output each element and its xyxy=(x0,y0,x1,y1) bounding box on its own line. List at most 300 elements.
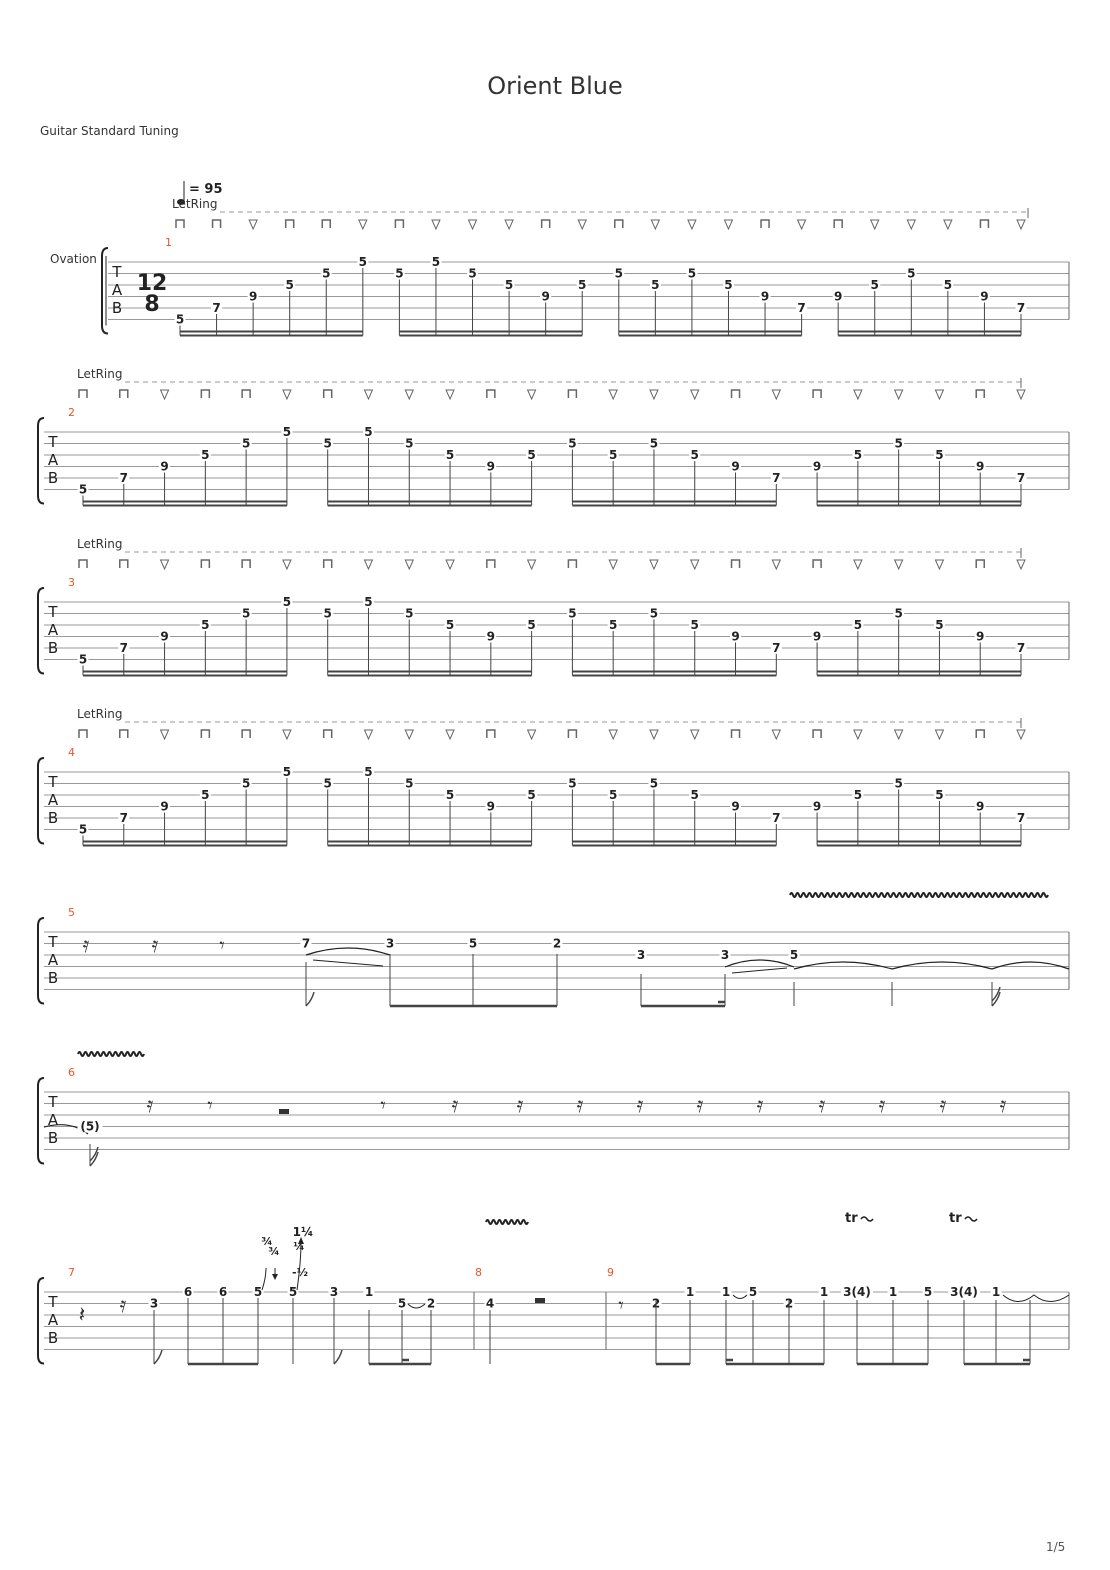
fret-number: 7 xyxy=(797,301,806,315)
tab-clef-t: T xyxy=(48,603,58,621)
up-stroke-mark xyxy=(650,730,658,739)
fret-number: 5 xyxy=(241,436,251,451)
fret-number: 5 xyxy=(468,266,477,281)
fret-number: 3 xyxy=(720,948,730,962)
tab-clef-a: A xyxy=(47,791,59,809)
fret-number: 5 xyxy=(201,788,210,802)
fret-number: 9 xyxy=(160,629,169,644)
bar-number: 5 xyxy=(68,906,75,919)
up-stroke-mark xyxy=(944,220,952,229)
system-bracket xyxy=(38,1278,44,1364)
sixteenth-rest: 𝄿 xyxy=(636,1093,644,1118)
slide-line xyxy=(732,968,787,973)
sixteenth-rest: 𝄿 xyxy=(696,1093,704,1118)
fret-number: 5 xyxy=(405,606,414,621)
fret-number: 5 xyxy=(789,948,799,962)
eighth-rest: 𝄾 xyxy=(380,1093,386,1117)
fret-number: 5 xyxy=(78,482,88,497)
up-stroke-mark xyxy=(405,730,413,739)
down-stroke-mark xyxy=(834,220,842,228)
system-bracket xyxy=(38,1078,44,1164)
fret-number: 5 xyxy=(175,312,185,327)
fret-number: 7 xyxy=(119,641,128,655)
up-stroke-mark xyxy=(609,730,617,739)
tab-clef-a: A xyxy=(47,951,59,969)
flag xyxy=(306,992,314,1006)
down-stroke-mark xyxy=(120,560,128,568)
up-stroke-mark xyxy=(854,390,862,399)
fret-number: 9 xyxy=(812,799,822,814)
up-stroke-mark xyxy=(688,220,696,229)
down-stroke-mark xyxy=(615,220,623,228)
fret-number: 5 xyxy=(894,436,903,451)
up-stroke-mark xyxy=(446,730,454,739)
fret-number: 5 xyxy=(323,776,332,791)
fret-number: 5 xyxy=(322,266,331,281)
fret-number: 5 xyxy=(923,1285,933,1299)
down-stroke-mark xyxy=(487,390,495,398)
sixteenth-rest: 𝄿 xyxy=(82,933,90,958)
tab-clef-b: B xyxy=(111,299,123,317)
bar-number: 8 xyxy=(475,1266,482,1279)
tab-clef-a: A xyxy=(47,1311,59,1329)
fret-number: 2 xyxy=(426,1296,436,1311)
fret-number: 1 xyxy=(721,1285,731,1299)
fret-number: 5 xyxy=(935,448,944,462)
down-stroke-mark xyxy=(286,220,294,228)
fret-number: 5 xyxy=(445,788,455,802)
down-stroke-mark xyxy=(324,730,332,738)
fret-number: 1 xyxy=(991,1285,1001,1299)
tab-clef-b: B xyxy=(47,639,59,657)
fret-number: 9 xyxy=(833,289,843,304)
fret-number: 9 xyxy=(486,629,496,644)
bend-amount: ¾ xyxy=(261,1235,273,1248)
tie xyxy=(306,948,390,955)
tab-staff xyxy=(38,418,1069,506)
let-ring xyxy=(172,197,1028,229)
fret-number: 3 xyxy=(149,1296,159,1311)
up-stroke-mark xyxy=(895,730,903,739)
fret-number: 5 xyxy=(935,618,944,632)
bar-number: 6 xyxy=(68,1066,75,1079)
bar-number: 4 xyxy=(68,746,75,759)
bend-arrow xyxy=(262,1268,266,1290)
down-stroke-mark xyxy=(79,730,87,738)
fret-number: 9 xyxy=(160,799,169,814)
tab-staff xyxy=(38,1225,1069,1364)
up-stroke-mark xyxy=(364,560,372,569)
tie xyxy=(794,962,892,969)
fret-number: 5 xyxy=(201,618,210,632)
fret-number: 9 xyxy=(812,459,822,474)
let-ring-label: LetRing xyxy=(77,707,123,721)
tab-clef-b: B xyxy=(47,1129,59,1147)
bend-amount: -½ xyxy=(292,1266,308,1279)
down-stroke-mark xyxy=(813,560,821,568)
let-ring xyxy=(77,707,1025,739)
tab-staff xyxy=(38,918,1069,1006)
down-stroke-mark xyxy=(487,560,495,568)
tab-clef-t: T xyxy=(48,433,58,451)
up-stroke-mark xyxy=(895,390,903,399)
flag xyxy=(154,1350,162,1364)
up-stroke-mark xyxy=(249,220,257,229)
tuning-label: Guitar Standard Tuning xyxy=(40,124,179,138)
fret-number: 5 xyxy=(690,618,699,632)
sixteenth-rest: 𝄿 xyxy=(146,1093,154,1118)
down-stroke-mark xyxy=(976,390,984,398)
fret-number: 1 xyxy=(888,1285,898,1299)
fret-number: 9 xyxy=(976,629,985,644)
fret-number: 5 xyxy=(748,1285,758,1299)
fret-number: 9 xyxy=(486,459,496,474)
fret-number: 5 xyxy=(870,278,879,292)
sixteenth-rest: 𝄿 xyxy=(151,933,159,958)
fret-number: 5 xyxy=(468,936,478,951)
tab-clef-a: A xyxy=(47,1111,59,1129)
fret-number: 5 xyxy=(323,436,332,451)
trill-mark: tr xyxy=(845,1211,858,1226)
up-stroke-mark xyxy=(724,220,732,229)
fret-number: 5 xyxy=(241,776,251,791)
fret-number: 2 xyxy=(784,1296,794,1311)
down-stroke-mark xyxy=(732,560,740,568)
sixteenth-rest: 𝄿 xyxy=(119,1293,127,1318)
slide-line xyxy=(313,960,383,966)
up-stroke-mark xyxy=(798,220,806,229)
up-stroke-mark xyxy=(772,560,780,569)
let-ring xyxy=(77,367,1025,399)
down-stroke-mark xyxy=(120,730,128,738)
down-stroke-mark xyxy=(324,390,332,398)
fret-number: 1 xyxy=(685,1285,695,1299)
sixteenth-rest: 𝄿 xyxy=(576,1093,584,1118)
fret-number: 5 xyxy=(364,425,373,439)
down-stroke-mark xyxy=(976,730,984,738)
sixteenth-rest: 𝄿 xyxy=(939,1093,947,1118)
tie xyxy=(992,962,1069,969)
trill-wave xyxy=(861,1217,873,1221)
fret-number: 5 xyxy=(853,788,863,802)
down-stroke-mark xyxy=(176,220,184,228)
up-stroke-mark xyxy=(691,560,699,569)
bend-amount: ¾ xyxy=(268,1245,280,1258)
up-stroke-mark xyxy=(1017,390,1025,399)
fret-number: 6 xyxy=(183,1285,193,1299)
up-stroke-mark xyxy=(161,730,169,739)
down-stroke-mark xyxy=(976,560,984,568)
up-stroke-mark xyxy=(446,560,454,569)
fret-number: 5 xyxy=(397,1296,407,1311)
down-stroke-mark xyxy=(732,390,740,398)
fret-number: 5 xyxy=(364,765,373,779)
fret-number: 3 xyxy=(385,936,395,951)
fret-number: 5 xyxy=(894,776,903,791)
up-stroke-mark xyxy=(935,390,943,399)
fret-number: 7 xyxy=(772,811,781,825)
sixteenth-rest: 𝄿 xyxy=(818,1093,826,1118)
fret-number: 7 xyxy=(1016,301,1026,315)
fret-number: 5 xyxy=(201,448,210,462)
fret-number: 9 xyxy=(812,629,822,644)
fret-number: 5 xyxy=(241,606,251,621)
system-bracket xyxy=(38,588,44,674)
fret-number: 5 xyxy=(358,255,368,269)
fret-number: 7 xyxy=(119,471,128,485)
sixteenth-rest: 𝄿 xyxy=(756,1093,764,1118)
down-stroke-mark xyxy=(242,390,250,398)
fret-number: 9 xyxy=(731,799,740,814)
up-stroke-mark xyxy=(528,730,536,739)
fret-number: 9 xyxy=(248,289,258,304)
tab-clef-t: T xyxy=(48,933,58,951)
fret-number: (5) xyxy=(80,1119,100,1134)
fret-number: 7 xyxy=(1016,641,1026,655)
fret-number: 5 xyxy=(608,618,618,632)
sixteenth-rest: 𝄿 xyxy=(516,1093,524,1118)
up-stroke-mark xyxy=(650,390,658,399)
up-stroke-mark xyxy=(772,730,780,739)
down-stroke-mark xyxy=(568,560,576,568)
up-stroke-mark xyxy=(854,730,862,739)
tie xyxy=(725,960,794,967)
up-stroke-mark xyxy=(651,220,659,229)
fret-number: 5 xyxy=(578,278,587,292)
quarter-rest: 𝄽 xyxy=(78,1303,86,1328)
tab-staff xyxy=(38,1078,1069,1166)
system-bracket xyxy=(38,918,44,1004)
fret-number: 3 xyxy=(636,948,646,962)
tab-clef-t: T xyxy=(48,1293,58,1311)
time-sig-bottom: 8 xyxy=(144,292,160,317)
fret-number: 9 xyxy=(976,459,985,474)
trill-wave xyxy=(965,1217,977,1221)
fret-number: 5 xyxy=(445,448,455,462)
let-ring-label: LetRing xyxy=(172,197,218,211)
slur xyxy=(408,1304,425,1308)
fret-number: 5 xyxy=(608,448,618,462)
tab-clef-a: A xyxy=(111,281,123,299)
up-stroke-mark xyxy=(609,390,617,399)
down-stroke-mark xyxy=(761,220,769,228)
sixteenth-rest: 𝄿 xyxy=(451,1093,459,1118)
fret-number: 5 xyxy=(608,788,618,802)
down-stroke-mark xyxy=(732,730,740,738)
fret-number: 7 xyxy=(1016,811,1026,825)
tempo-value: = 95 xyxy=(189,182,223,197)
up-stroke-mark xyxy=(405,560,413,569)
down-stroke-mark xyxy=(79,560,87,568)
up-stroke-mark xyxy=(364,730,372,739)
bar-number: 2 xyxy=(68,406,75,419)
up-stroke-mark xyxy=(283,730,291,739)
down-stroke-mark xyxy=(242,730,250,738)
fret-number: 5 xyxy=(282,765,292,779)
fret-number: 5 xyxy=(431,255,441,269)
system-bracket xyxy=(38,758,44,844)
vibrato-line xyxy=(486,1220,528,1224)
fret-number: 9 xyxy=(760,289,770,304)
fret-number: 1 xyxy=(819,1285,829,1299)
fret-number: 5 xyxy=(527,448,536,462)
up-stroke-mark xyxy=(907,220,915,229)
down-stroke-mark xyxy=(395,220,403,228)
down-stroke-mark xyxy=(980,220,988,228)
fret-number: 9 xyxy=(486,799,496,814)
up-stroke-mark xyxy=(1017,560,1025,569)
bar-number: 1 xyxy=(165,236,172,249)
tab-clef-a: A xyxy=(47,621,59,639)
fret-number: 9 xyxy=(160,459,169,474)
fret-number: 5 xyxy=(395,266,404,281)
tab-clef-a: A xyxy=(47,451,59,469)
bar-number: 3 xyxy=(68,576,75,589)
fret-number: 7 xyxy=(1016,471,1026,485)
down-stroke-mark xyxy=(213,220,221,228)
sixteenth-rest: 𝄿 xyxy=(999,1093,1007,1118)
fret-number: 9 xyxy=(541,289,550,304)
down-stroke-mark xyxy=(813,730,821,738)
up-stroke-mark xyxy=(895,560,903,569)
fret-number: 6 xyxy=(218,1285,228,1299)
up-stroke-mark xyxy=(446,390,454,399)
vibrato-line xyxy=(78,1052,144,1056)
let-ring xyxy=(77,537,1025,569)
fret-number: 5 xyxy=(894,606,903,621)
up-stroke-mark xyxy=(405,390,413,399)
down-stroke-mark xyxy=(568,390,576,398)
arrow-head xyxy=(272,1274,278,1280)
fret-number: 5 xyxy=(282,595,292,609)
fret-number: 5 xyxy=(405,436,414,451)
fret-number: 5 xyxy=(690,788,699,802)
page-number: 1/5 xyxy=(1046,1540,1066,1554)
tie xyxy=(1003,1295,1069,1302)
down-stroke-mark xyxy=(79,390,87,398)
tie xyxy=(892,962,992,969)
tab-clef-b: B xyxy=(47,969,59,987)
system-bracket xyxy=(38,418,44,504)
tab-staff xyxy=(38,588,1069,676)
down-stroke-mark xyxy=(813,390,821,398)
tab-clef-b: B xyxy=(47,469,59,487)
up-stroke-mark xyxy=(505,220,513,229)
tab-clef-t: T xyxy=(48,1093,58,1111)
up-stroke-mark xyxy=(935,730,943,739)
up-stroke-mark xyxy=(691,730,699,739)
let-ring-label: LetRing xyxy=(77,537,123,551)
up-stroke-mark xyxy=(578,220,586,229)
fret-number: 9 xyxy=(980,289,989,304)
down-stroke-mark xyxy=(201,390,209,398)
slur xyxy=(733,1295,747,1299)
fret-number: 7 xyxy=(212,301,221,315)
up-stroke-mark xyxy=(283,560,291,569)
bar-number: 7 xyxy=(68,1266,75,1279)
fret-number: 5 xyxy=(364,595,373,609)
fret-number: 4 xyxy=(485,1296,495,1311)
vibrato-line xyxy=(790,893,1048,897)
half-rest xyxy=(535,1298,545,1303)
fret-number: 5 xyxy=(724,278,733,292)
fret-number: 5 xyxy=(288,1285,298,1299)
up-stroke-mark xyxy=(691,390,699,399)
fret-number: 7 xyxy=(119,811,128,825)
up-stroke-mark xyxy=(1017,730,1025,739)
fret-number: 5 xyxy=(853,618,863,632)
up-stroke-mark xyxy=(871,220,879,229)
fret-number: 5 xyxy=(649,606,659,621)
up-stroke-mark xyxy=(432,220,440,229)
fret-number: 5 xyxy=(614,266,623,281)
fret-number: 5 xyxy=(568,606,577,621)
down-stroke-mark xyxy=(120,390,128,398)
time-sig-top: 12 xyxy=(136,271,168,296)
fret-number: 9 xyxy=(976,799,985,814)
fret-number: 5 xyxy=(445,618,455,632)
fret-number: 5 xyxy=(907,266,916,281)
fret-number: 5 xyxy=(935,788,944,802)
down-stroke-mark xyxy=(201,560,209,568)
flag xyxy=(334,1350,342,1364)
tab-clef-b: B xyxy=(47,1329,59,1347)
down-stroke-mark xyxy=(568,730,576,738)
down-stroke-mark xyxy=(201,730,209,738)
down-stroke-mark xyxy=(487,730,495,738)
fret-number: 3(4) xyxy=(950,1285,978,1299)
bar-number: 9 xyxy=(607,1266,614,1279)
up-stroke-mark xyxy=(935,560,943,569)
up-stroke-mark xyxy=(364,390,372,399)
eighth-rest: 𝄾 xyxy=(207,1093,213,1117)
fret-number: 5 xyxy=(282,425,292,439)
eighth-rest: 𝄾 xyxy=(618,1293,624,1317)
up-stroke-mark xyxy=(283,390,291,399)
tab-staff xyxy=(102,248,1069,336)
fret-number: 5 xyxy=(568,776,577,791)
fret-number: 5 xyxy=(78,652,88,667)
up-stroke-mark xyxy=(528,390,536,399)
bend-amount: 1¼ xyxy=(292,1225,314,1239)
down-stroke-mark xyxy=(242,560,250,568)
tab-staff xyxy=(38,758,1069,846)
score-title: Orient Blue xyxy=(487,72,623,100)
up-stroke-mark xyxy=(528,560,536,569)
fret-number: 9 xyxy=(731,459,740,474)
instrument-name: Ovation xyxy=(50,252,97,266)
up-stroke-mark xyxy=(359,220,367,229)
fret-number: 5 xyxy=(687,266,697,281)
fret-number: 5 xyxy=(504,278,514,292)
fret-number: 7 xyxy=(772,641,781,655)
up-stroke-mark xyxy=(1017,220,1025,229)
tab-clef-t: T xyxy=(48,773,58,791)
fret-number: 5 xyxy=(943,278,953,292)
sixteenth-rest: 𝄿 xyxy=(878,1093,886,1118)
fret-number: 5 xyxy=(527,618,536,632)
fret-number: 3 xyxy=(329,1285,339,1299)
fret-number: 5 xyxy=(690,448,699,462)
fret-number: 5 xyxy=(527,788,536,802)
fret-number: 5 xyxy=(405,776,414,791)
tab-clef-b: B xyxy=(47,809,59,827)
trill-mark: tr xyxy=(949,1211,962,1226)
up-stroke-mark xyxy=(772,390,780,399)
fret-number: 1 xyxy=(364,1285,374,1299)
up-stroke-mark xyxy=(469,220,477,229)
down-stroke-mark xyxy=(322,220,330,228)
